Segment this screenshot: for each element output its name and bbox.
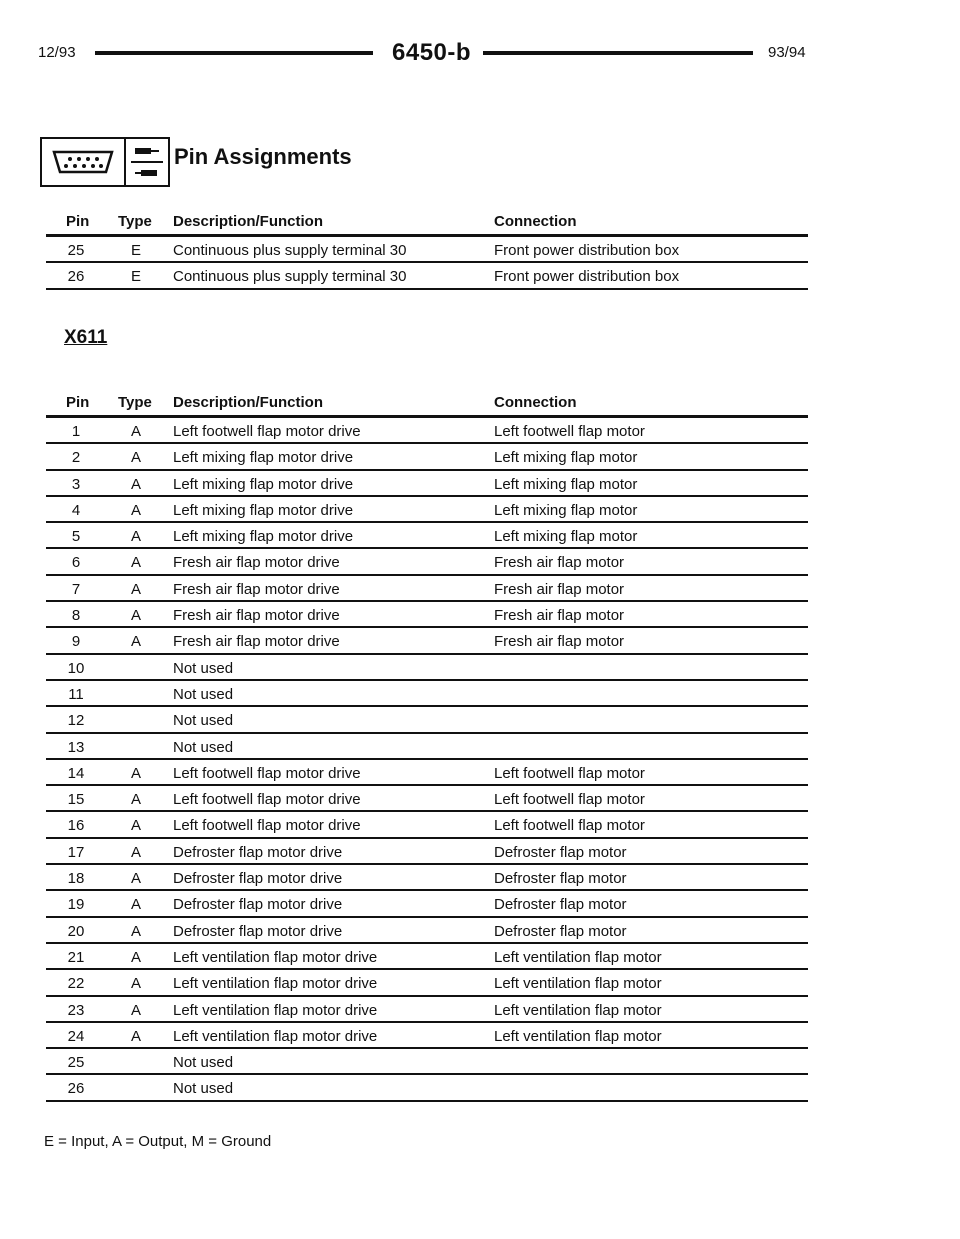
description-cell: Not used <box>173 685 234 703</box>
table-body <box>46 237 808 290</box>
table-row <box>46 970 808 996</box>
description-cell: Not used <box>173 712 234 730</box>
type-cell: A <box>130 817 141 835</box>
date-left: 12/93 <box>38 44 76 61</box>
pin-cell: 24 <box>67 1027 85 1045</box>
type-cell: A <box>130 791 141 809</box>
description-cell: Left footwell flap motor drive <box>173 791 361 809</box>
table-row <box>46 1049 808 1075</box>
connection-cell: Defroster flap motor <box>494 896 627 914</box>
type-cell: E <box>130 242 141 259</box>
description-cell: Left footwell flap motor drive <box>173 423 361 440</box>
description-cell: Defroster flap motor drive <box>173 922 343 940</box>
type-cell: A <box>130 1027 141 1045</box>
pin-cell: 6 <box>71 554 81 572</box>
pin-cell: 25 <box>67 1054 85 1072</box>
table-row <box>46 786 808 812</box>
description-cell: Continuous plus supply terminal 30 <box>173 268 407 286</box>
type-cell: A <box>130 764 141 782</box>
col-pin-header: Pin <box>66 394 90 411</box>
connection-cell: Left footwell flap motor <box>494 764 645 782</box>
table-row <box>46 760 808 786</box>
type-cell: A <box>130 501 141 519</box>
page-header <box>0 39 960 72</box>
table-row <box>46 237 808 263</box>
pin-cell: 26 <box>67 268 85 286</box>
type-cell: A <box>130 1001 141 1019</box>
table-row <box>46 734 808 760</box>
table-row <box>46 1075 808 1101</box>
pin-table-top <box>46 208 808 290</box>
description-cell: Left mixing flap motor drive <box>173 501 354 519</box>
col-conn-header: Connection <box>494 394 577 411</box>
description-cell: Fresh air flap motor drive <box>173 633 340 651</box>
connection-cell: Fresh air flap motor <box>494 554 625 572</box>
pin-cell: 11 <box>68 685 84 703</box>
connection-cell: Front power distribution box <box>494 268 680 286</box>
connection-cell: Left footwell flap motor <box>494 791 645 809</box>
col-type-header: Type <box>118 394 152 411</box>
type-cell: E <box>130 268 141 286</box>
col-type-header: Type <box>118 213 152 230</box>
table-row <box>46 628 808 654</box>
pin-cell: 19 <box>67 896 85 914</box>
description-cell: Fresh air flap motor drive <box>173 607 340 625</box>
table-row <box>46 944 808 970</box>
pin-cell: 18 <box>67 870 85 888</box>
pin-direction-icon <box>126 139 168 185</box>
table-row <box>46 576 808 602</box>
table-row <box>46 523 808 549</box>
connection-cell: Left ventilation flap motor <box>494 975 662 993</box>
pin-cell: 2 <box>71 449 81 467</box>
type-cell: A <box>130 948 141 966</box>
table-row <box>46 549 808 575</box>
connection-cell: Front power distribution box <box>494 242 680 259</box>
pin-cell: 26 <box>67 1080 85 1098</box>
pin-cell: 15 <box>67 791 85 809</box>
table-row <box>46 839 808 865</box>
connection-cell: Left footwell flap motor <box>494 817 645 835</box>
connection-cell: Left ventilation flap motor <box>494 1001 662 1019</box>
pin-cell: 8 <box>71 607 81 625</box>
pin-cell: 4 <box>71 501 81 519</box>
table-row <box>46 681 808 707</box>
description-cell: Left mixing flap motor drive <box>173 449 354 467</box>
type-cell: A <box>130 423 141 440</box>
table-row <box>46 602 808 628</box>
description-cell: Defroster flap motor drive <box>173 896 343 914</box>
table-row <box>46 918 808 944</box>
page-title: Pin Assignments <box>174 144 352 169</box>
date-right: 93/94 <box>768 44 806 61</box>
pin-table-x611 <box>46 389 808 1102</box>
description-cell: Left ventilation flap motor drive <box>173 948 378 966</box>
table-header <box>46 389 808 415</box>
description-cell: Fresh air flap motor drive <box>173 580 340 598</box>
table-row <box>46 655 808 681</box>
pin-cell: 16 <box>67 817 85 835</box>
connection-cell: Fresh air flap motor <box>494 633 625 651</box>
table-row <box>46 707 808 733</box>
table-header <box>46 208 808 234</box>
table-row <box>46 891 808 917</box>
description-cell: Left mixing flap motor drive <box>173 528 354 546</box>
section-label: X611 <box>64 327 108 348</box>
pin-cell: 1 <box>71 423 81 440</box>
connection-cell: Left footwell flap motor <box>494 423 645 440</box>
type-cell: A <box>130 633 141 651</box>
description-cell: Left ventilation flap motor drive <box>173 1001 378 1019</box>
table-row <box>46 997 808 1023</box>
description-cell: Not used <box>173 1080 234 1098</box>
type-cell: A <box>130 528 141 546</box>
pin-cell: 13 <box>67 738 85 756</box>
connection-cell: Left mixing flap motor <box>494 449 638 467</box>
pin-cell: 14 <box>67 764 85 782</box>
description-cell: Not used <box>173 738 234 756</box>
connection-cell: Defroster flap motor <box>494 870 627 888</box>
description-cell: Defroster flap motor drive <box>173 870 343 888</box>
description-cell: Left footwell flap motor drive <box>173 817 361 835</box>
document-code: 6450-b <box>392 39 472 66</box>
type-cell: A <box>130 922 141 940</box>
connection-cell: Left ventilation flap motor <box>494 948 662 966</box>
connection-cell: Left mixing flap motor <box>494 528 638 546</box>
pin-cell: 10 <box>67 659 85 677</box>
connection-cell: Defroster flap motor <box>494 843 627 861</box>
pin-cell: 5 <box>71 528 81 546</box>
col-desc-header: Description/Function <box>173 394 323 411</box>
legend: E = Input, A = Output, M = Ground <box>44 1133 272 1150</box>
description-cell: Left footwell flap motor drive <box>173 764 361 782</box>
header-rule-left <box>95 51 373 55</box>
table-row <box>46 444 808 470</box>
table-row <box>46 1023 808 1049</box>
pin-cell: 21 <box>67 948 85 966</box>
connection-cell: Left mixing flap motor <box>494 501 638 519</box>
type-cell: A <box>130 896 141 914</box>
pin-cell: 20 <box>67 922 85 940</box>
table-body <box>46 418 808 1102</box>
description-cell: Continuous plus supply terminal 30 <box>173 242 407 259</box>
pin-cell: 17 <box>67 843 85 861</box>
description-cell: Left ventilation flap motor drive <box>173 975 378 993</box>
pin-cell: 9 <box>71 633 81 651</box>
table-row <box>46 418 808 444</box>
col-desc-header: Description/Function <box>173 213 323 230</box>
description-cell: Not used <box>173 1054 234 1072</box>
table-row <box>46 865 808 891</box>
col-conn-header: Connection <box>494 213 577 230</box>
connection-cell: Defroster flap motor <box>494 922 627 940</box>
connection-cell: Left ventilation flap motor <box>494 1027 662 1045</box>
type-cell: A <box>130 607 141 625</box>
description-cell: Fresh air flap motor drive <box>173 554 340 572</box>
description-cell: Not used <box>173 659 234 677</box>
connection-cell: Fresh air flap motor <box>494 580 625 598</box>
table-row <box>46 471 808 497</box>
pin-cell: 23 <box>67 1001 85 1019</box>
connection-cell: Fresh air flap motor <box>494 607 625 625</box>
connection-cell: Left mixing flap motor <box>494 475 638 493</box>
table-row <box>46 497 808 523</box>
description-cell: Defroster flap motor drive <box>173 843 343 861</box>
type-cell: A <box>130 554 141 572</box>
title-icon-box <box>40 137 170 187</box>
pin-cell: 7 <box>71 580 81 598</box>
type-cell: A <box>130 580 141 598</box>
pin-cell: 12 <box>67 712 85 730</box>
type-cell: A <box>130 475 141 493</box>
header-rule-right <box>483 51 753 55</box>
connector-icon <box>42 139 126 185</box>
description-cell: Left mixing flap motor drive <box>173 475 354 493</box>
pin-cell: 22 <box>67 975 85 993</box>
description-cell: Left ventilation flap motor drive <box>173 1027 378 1045</box>
pin-cell: 3 <box>71 475 81 493</box>
type-cell: A <box>130 843 141 861</box>
table-row <box>46 263 808 289</box>
type-cell: A <box>130 975 141 993</box>
col-pin-header: Pin <box>66 213 90 230</box>
type-cell: A <box>130 449 141 467</box>
pin-cell: 25 <box>67 242 85 259</box>
table-row <box>46 812 808 838</box>
type-cell: A <box>130 870 141 888</box>
